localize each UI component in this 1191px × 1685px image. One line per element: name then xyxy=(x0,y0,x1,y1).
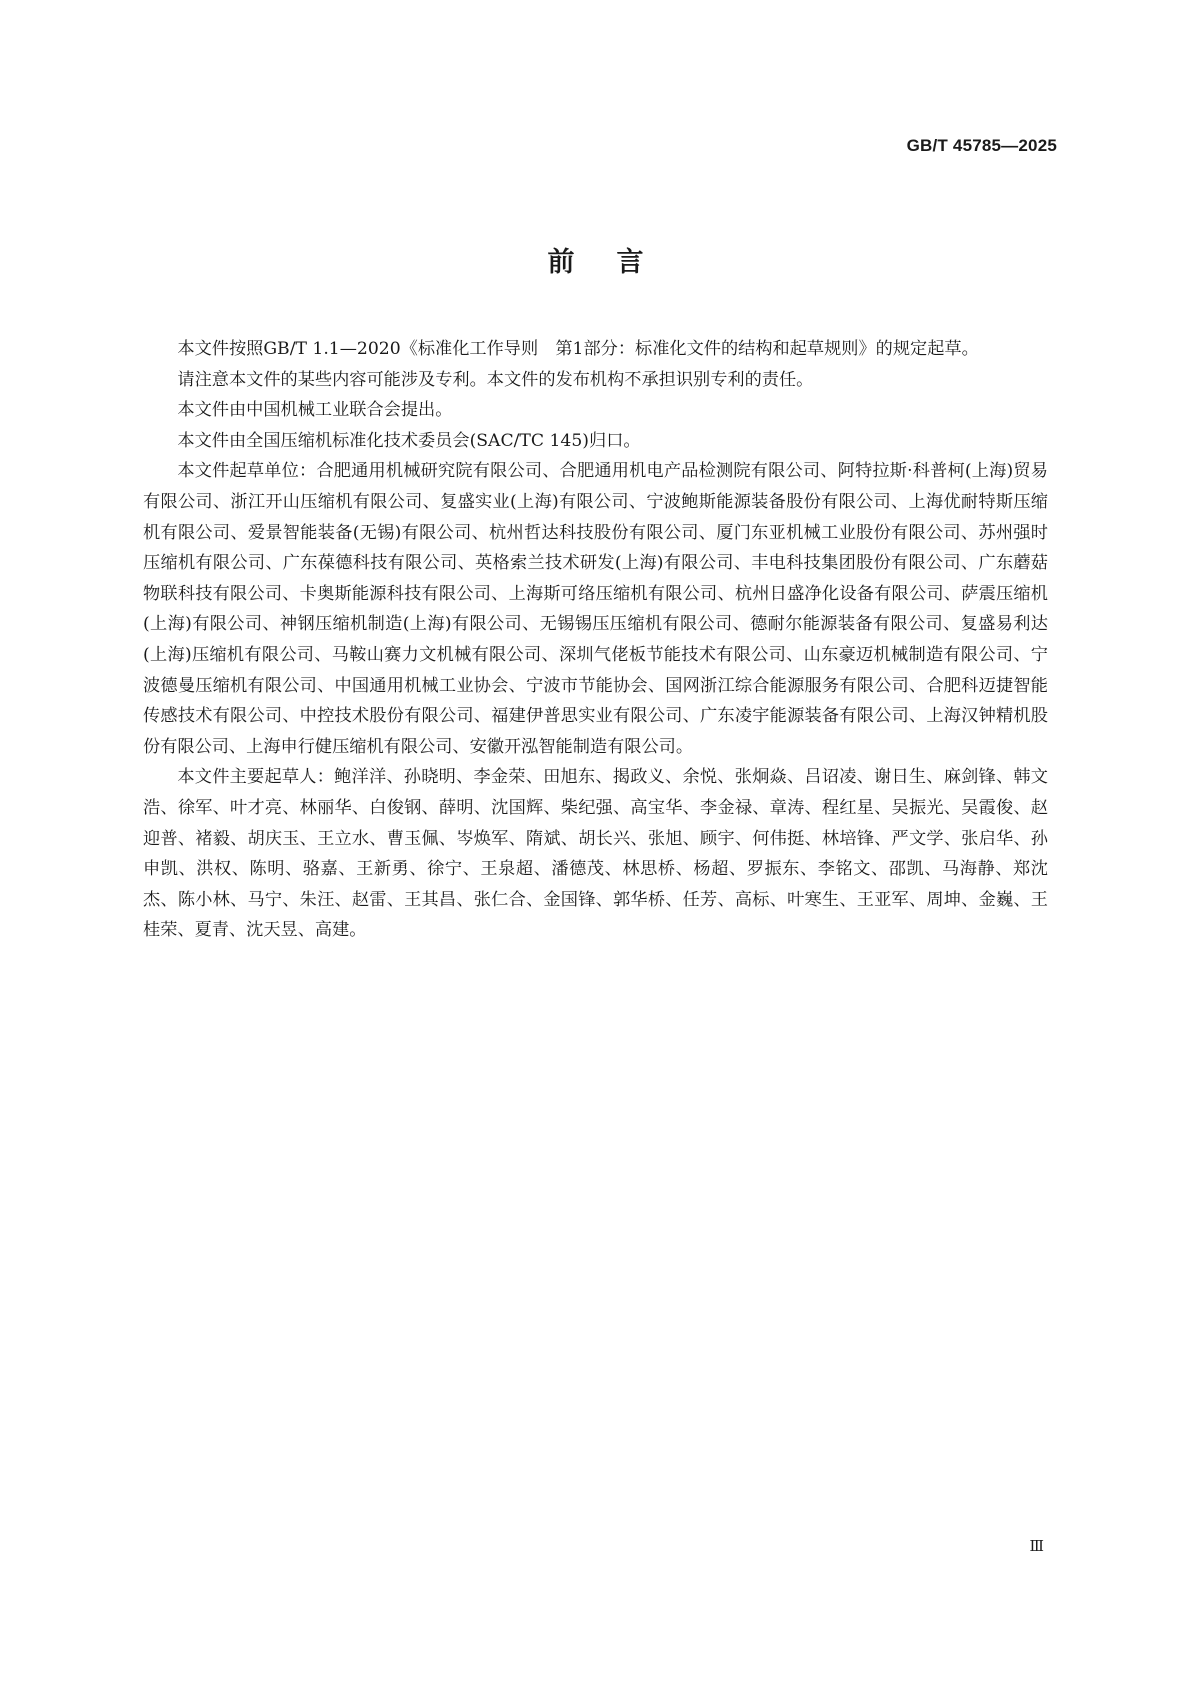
paragraph-committee: 本文件由全国压缩机标准化技术委员会(SAC/TC 145)归口。 xyxy=(177,430,641,451)
paragraph-drafting-organizations: 本文件起草单位：合肥通用机械研究院有限公司、合肥通用机电产品检测院有限公司、阿特拉斯·科普柯(上海)贸易有限公司、浙江开山压缩机有限公司、复盛实业(上海)有限公司、宁波鲍斯能源装备股份有限公司、上海优耐特斯压缩机有限公司、爱景智能装备(无锡)有限公司、杭州哲达科技股份有限公司、厦门东亚机械工业股份有限公司、苏州强时压缩机有限公司、广东葆德科技有限公司、英格索兰技术研发(上海)有限公司、丰电科技集团股份有限公司、广东蘑菇物联科技有限公司、卡奥斯能源科技有限公司、上海斯可络压缩机有限公司、杭州日盛净化设备有限公司、萨震压缩机(上海)有限公司、神钢压缩机制造(上海)有限公司、无锡锡压压缩机有限公司、德耐尔能源装备有限公司、复盛易利达(上海)压缩机有限公司、马鞍山赛力文机械有限公司、深圳气佬板节能技术有限公司、山东豪迈机械制造有限公司、宁波德曼压缩机有限公司、中国通用机械工业协会、宁波市节能协会、国网浙江综合能源服务有限公司、合肥科迈捷智能传感技术有限公司、中控技术股份有限公司、福建伊普思实业有限公司、广东凌宇能源装备有限公司、上海汉钟精机股份有限公司、上海申行健压缩机有限公司、安徽开泓智能制造有限公司。 xyxy=(143,461,1048,757)
standard-code: GB/T 45785—2025 xyxy=(906,136,1057,155)
preface-body xyxy=(143,334,1048,946)
page-title: 前言 xyxy=(547,247,686,278)
paragraph-drafters: 本文件主要起草人：鲍洋洋、孙晓明、李金荣、田旭东、揭政义、余悦、张炯焱、吕诏凌、谢日生、麻剑锋、韩文浩、徐军、叶才亮、林丽华、白俊钢、薛明、沈国辉、柴纪强、高宝华、李金禄、章涛、程红星、吴振光、吴霞俊、赵迎普、褚毅、胡庆玉、王立水、曹玉佩、岑焕军、隋斌、胡长兴、张旭、顾宇、何伟挺、林培锋、严文学、张启华、孙申凯、洪权、陈明、骆嘉、王新勇、徐宁、王泉超、潘德茂、林思桥、杨超、罗振东、李铭文、邵凯、马海静、郑沈杰、陈小林、马宁、朱汪、赵雷、王其昌、张仁合、金国锋、郭华桥、任芳、高标、叶寒生、王亚军、周坤、金巍、王桂荣、夏青、沈天昱、高建。 xyxy=(143,767,1048,941)
page-number: Ⅲ xyxy=(1029,1537,1043,1555)
paragraph-proposer: 本文件由中国机械工业联合会提出。 xyxy=(177,400,453,421)
paragraph-drafting-basis: 本文件按照GB/T 1.1—2020《标准化工作导则 第1部分：标准化文件的结构和起草规则》的规定起草。 xyxy=(177,339,979,359)
paragraph-patent-notice: 请注意本文件的某些内容可能涉及专利。本文件的发布机构不承担识别专利的责任。 xyxy=(177,369,814,390)
